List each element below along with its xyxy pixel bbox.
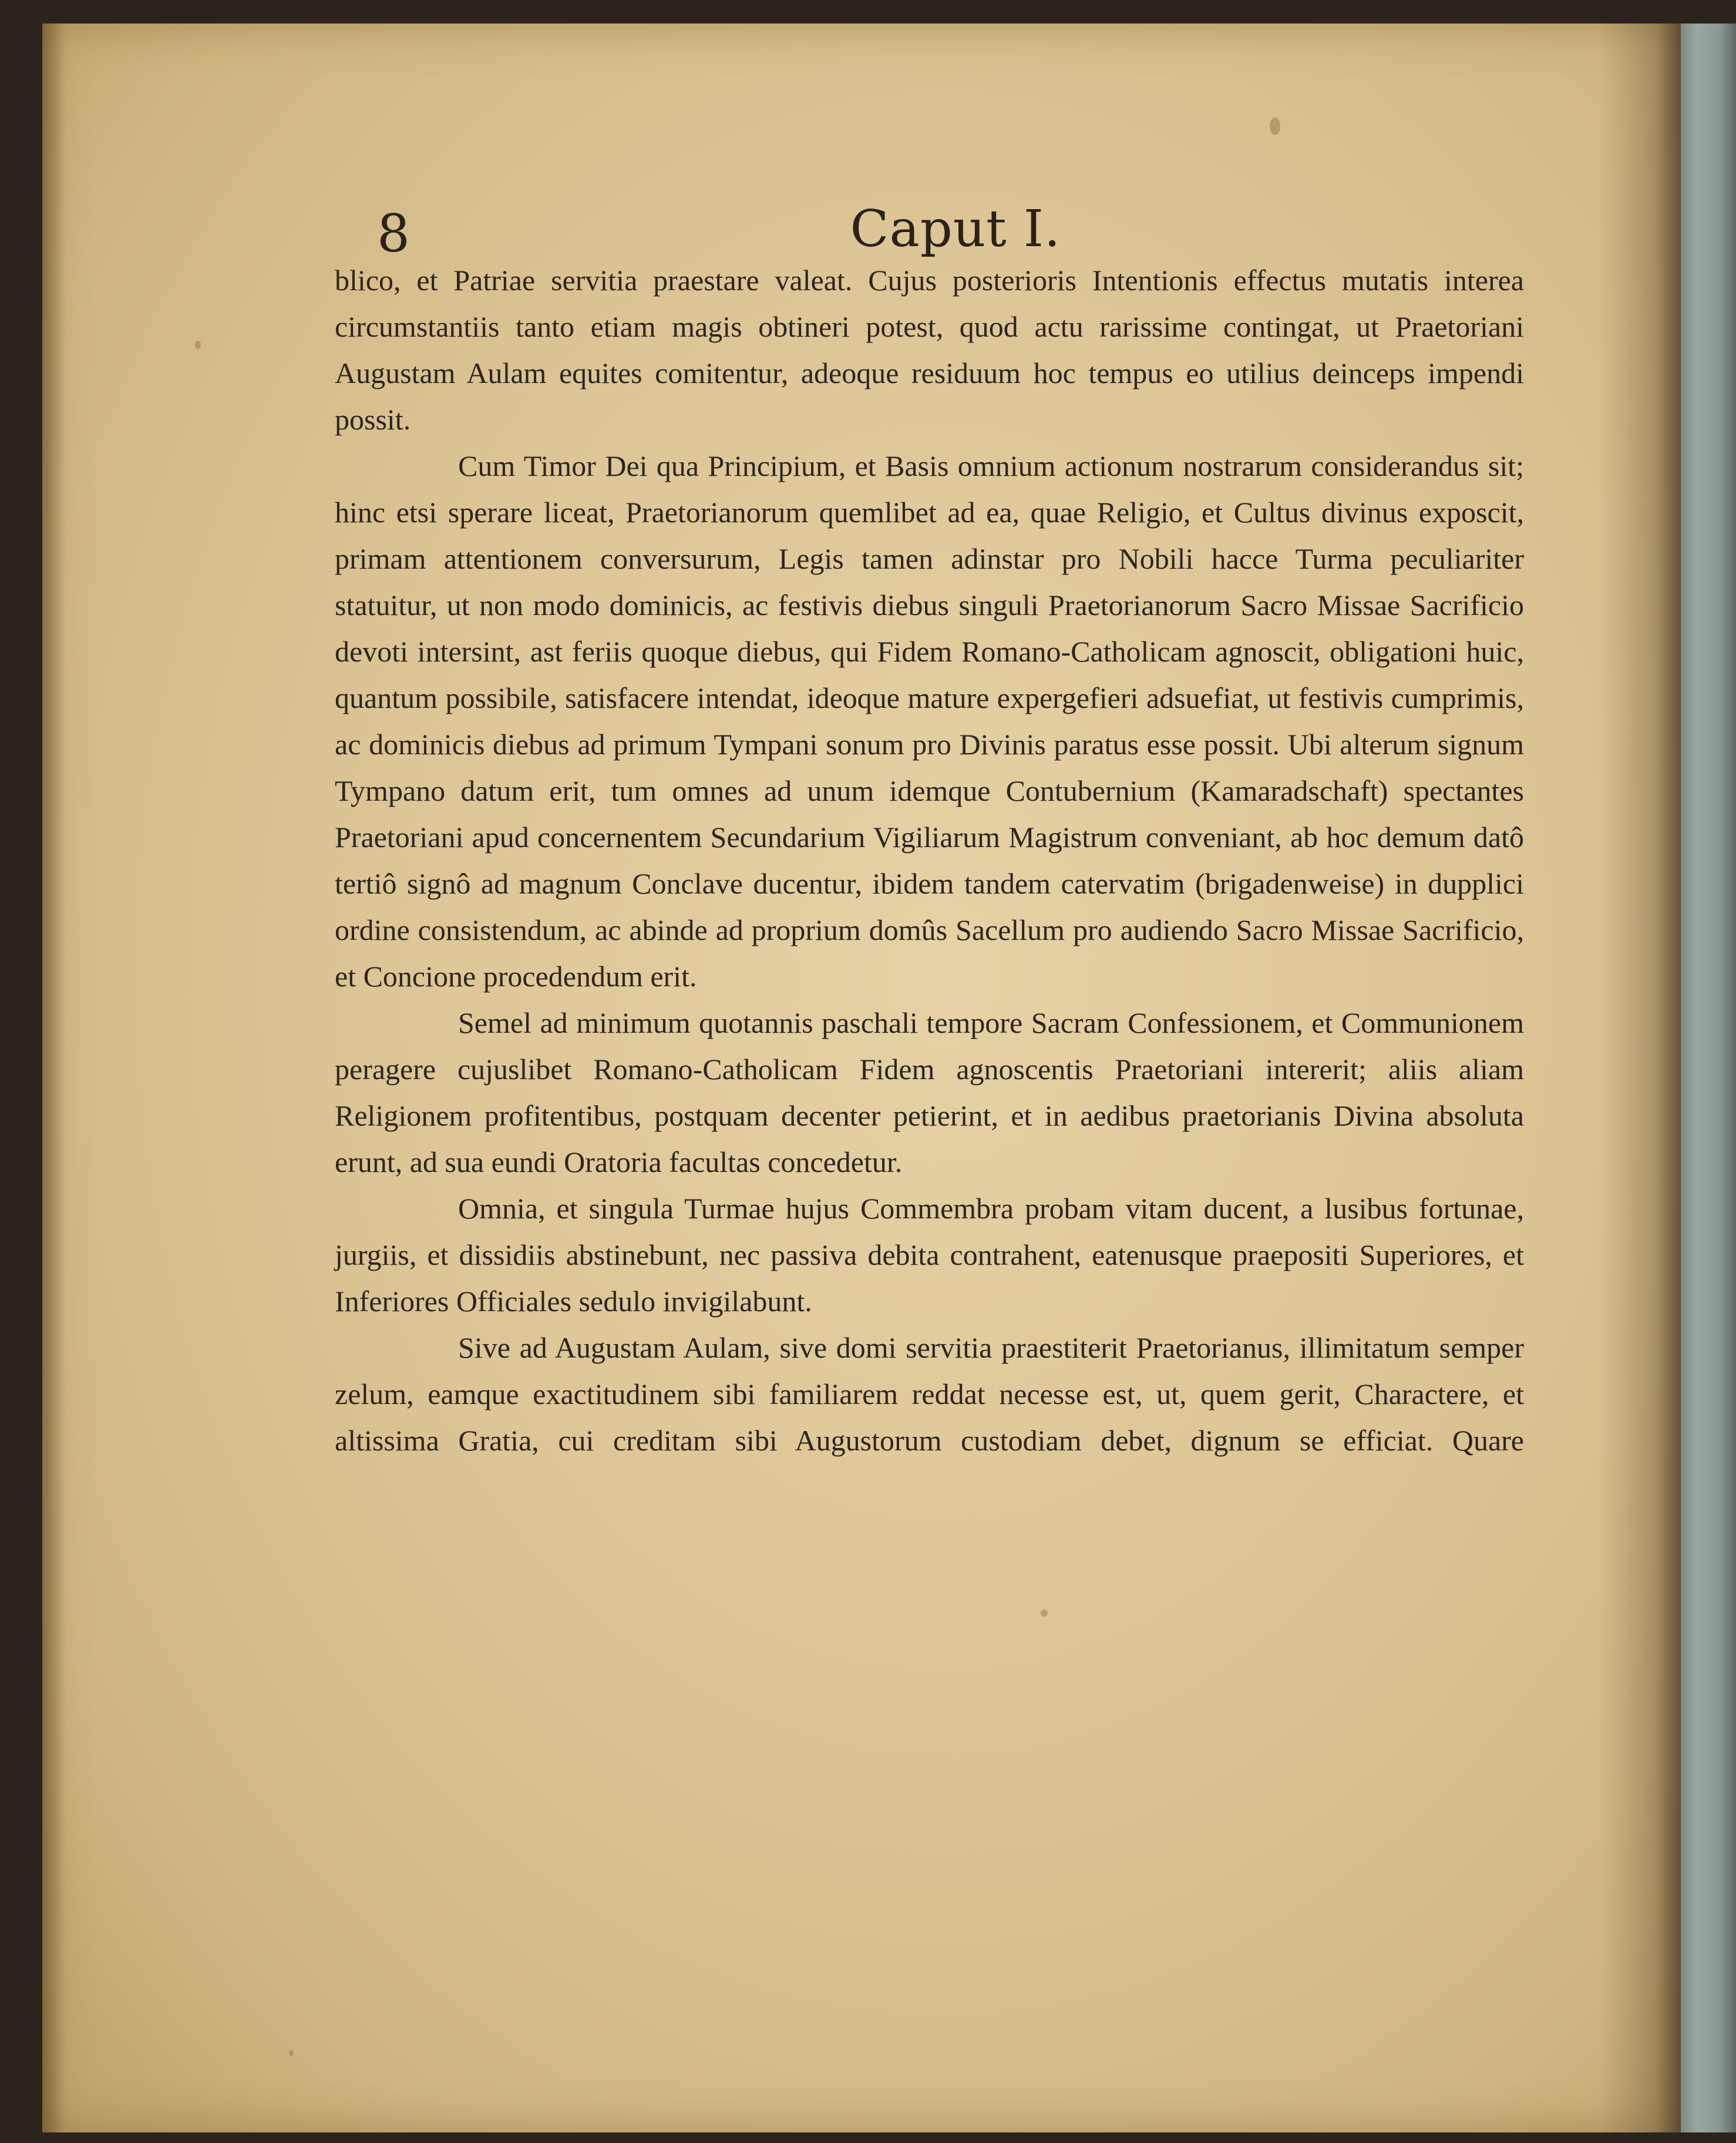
foxing-spot <box>1270 117 1280 135</box>
foxing-spot <box>289 2050 294 2056</box>
paragraph: Sive ad Augustam Aulam, sive domi servitia praestiterit Praetorianus, illimitatum semper zelum, eamque exactitudinem sibi familiarem reddat necesse est, ut, quem gerit, Charactere, et altissima Gratia, cui creditam sibi Augustorum custodiam debet, dignum se efficiat. Quare <box>335 1331 1524 1457</box>
body-text <box>335 257 1524 1464</box>
paragraph: Omnia, et singula Turmae hujus Commembra probam vitam ducent, a lusibus fortunae, jurgiis, et dissidiis abstinebunt, nec passiva debita contrahent, eatenusque praepositi Superiores, et Inferiores Officiales sedulo invigilabunt. <box>335 1192 1524 1318</box>
paragraph: Semel ad minimum quotannis paschali tempore Sacram Confessionem, et Communionem peragere cujuslibet Romano-Catholicam Fidem agnoscentis Praetoriani intererit; aliis aliam Religionem profitentibus, postquam decenter petierint, et in aedibus praetorianis Divina absoluta erunt, ad sua eundi Oratoria facultas concedetur. <box>335 1006 1524 1178</box>
foxing-spot <box>1041 1610 1048 1617</box>
page-left-edge <box>42 23 66 2132</box>
paragraph: blico, et Patriae servitia praestare valeat. Cujus posterioris Intentionis effectus mutatis interea circumstantiis tanto etiam magis obtineri potest, quod actu rarissime contingat, ut Praetoriani Augustam Aulam equites comitentur, adeoque residuum hoc tempus eo utilius deinceps impendi possit. <box>335 264 1524 436</box>
page-number: 8 <box>377 203 410 264</box>
foxing-spot <box>195 341 201 349</box>
adjacent-page-edge <box>1681 23 1736 2132</box>
paragraph: Cum Timor Dei qua Principium, et Basis omnium actionum nostrarum considerandus sit; hinc etsi sperare liceat, Praetorianorum quemlibet ad ea, quae Religio, et Cultus divinus exposcit, primam attentionem conversurum, Legis tamen adinstar pro Nobili hacce Turma peculiariter statuitur, ut non modo dominicis, ac festivis diebus singuli Praetorianorum Sacro Missae Sacrificio devoti intersint, ast feriis quoque diebus, qui Fidem Romano-Catholicam agnoscit, obligationi huic, quantum possibile, satisfacere intendat, ideoque mature expergefieri adsuefiat, ut festivis cumprimis, ac dominicis diebus ad primum Tympani sonum pro Divinis paratus esse possit. Ubi alterum signum Tympano datum erit, tum omnes ad unum idemque Contubernium (Kamaradschaft) spectantes Praetoriani apud concernentem Secundarium Vigiliarum Magistrum conveniant, ab hoc demum datô tertiô signô ad magnum Conclave ducentur, ibidem tandem catervatim (brigadenweise) in dupplici ordine consistendum, ac abinde ad proprium domûs Sacellum pro audiendo Sacro Missae Sacrificio, et Concione procedendum erit. <box>335 449 1524 993</box>
page-gutter-shadow <box>1599 23 1681 2132</box>
running-head: Caput I. <box>850 200 1061 258</box>
